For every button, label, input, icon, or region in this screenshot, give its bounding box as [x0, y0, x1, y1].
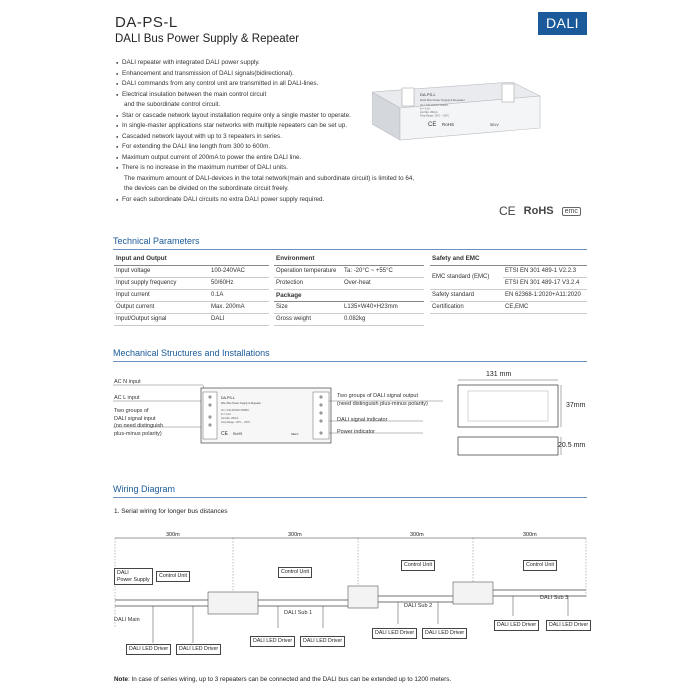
feature-item: ● There is no increase in the maximum number of DALI units. — [116, 163, 386, 174]
feature-item: ● For extending the DALI line length from 300 to 600m. — [116, 142, 386, 153]
mech-device-desc: DALI Bus Power Supply & Repeater — [221, 402, 262, 405]
label-line: DALI signal input — [114, 415, 156, 422]
feature-list — [116, 58, 415, 205]
dali-sub1-label: DALI Sub 1 — [284, 610, 313, 616]
param-label: Size — [274, 301, 342, 313]
label-dali-output — [337, 393, 428, 408]
label-signal-indicator: DALI signal indicator — [337, 417, 388, 423]
param-header: Safety and EMC — [430, 253, 587, 265]
feature-item: ● Maximum output current of 200mA to power the entire DALI line. — [116, 153, 386, 164]
param-header: Input and Output — [114, 253, 269, 265]
cert-logos — [499, 204, 581, 218]
param-label: Gross weight — [274, 313, 342, 325]
feature-item: ● In single-master applications star networks with multiple repeaters can be set up. — [116, 121, 386, 132]
param-label: EMC standard (EMC) — [430, 265, 503, 289]
param-table-safety — [430, 253, 587, 314]
feature-item: The maximum amount of DALI-devices in the total network(main and subordinate circuit) is limited to 64, — [124, 174, 415, 182]
param-label: Certification — [430, 301, 503, 313]
model-name: DA-PS-L — [115, 14, 178, 31]
label-power-indicator: Power indicator — [337, 429, 375, 435]
param-label: Safety standard — [430, 289, 503, 301]
distance-label: 300m — [523, 532, 537, 538]
label-line: (no need distinguish — [114, 423, 164, 429]
param-value: CE,EMC — [503, 301, 587, 313]
param-value: ETSI EN 301 489-1 V2.2.3 — [503, 265, 587, 277]
param-label: Output current — [114, 301, 209, 313]
device-photo-desc: DALI Bus Power Supply & Repeater — [420, 98, 465, 102]
feature-item: ● Electrical insulation between the main control circuit — [116, 90, 386, 101]
control-unit-box: Control Unit — [156, 571, 190, 582]
note-label: Note — [114, 676, 128, 683]
param-value: L135×W40×H23mm — [342, 301, 424, 313]
feature-item: ● Cascaded network layout with up to 3 repeaters in series. — [116, 132, 386, 143]
feature-item: ● For each subordinate DALI circuits no extra DALI power supply required. — [116, 195, 386, 206]
selv-mark: SELV — [490, 123, 499, 127]
label-line: plus-minus polarity) — [114, 430, 162, 437]
ce-mark-icon: CE — [221, 431, 228, 437]
led-driver-box: DALI LED Driver — [176, 644, 221, 655]
section-title-wiring: Wiring Diagram — [113, 484, 176, 494]
label-ac-l: AC L input — [114, 395, 140, 401]
param-table-env — [274, 253, 424, 326]
param-value: DALI — [209, 313, 269, 325]
distance-label: 300m — [288, 532, 302, 538]
param-label: Input voltage — [114, 265, 209, 277]
device-image — [372, 82, 542, 142]
param-header: Package — [274, 289, 424, 301]
section-title-mech: Mechanical Structures and Installations — [113, 348, 270, 358]
param-value: Max. 200mA — [209, 301, 269, 313]
wiring-note — [114, 676, 451, 683]
label-line: Two groups of DALI signal output — [337, 393, 419, 399]
param-value: 0.082kg — [342, 313, 424, 325]
divider — [113, 497, 587, 498]
wiring-subtitle: 1. Serial wiring for longer bus distances — [114, 508, 228, 515]
section-title-tech: Technical Parameters — [113, 236, 200, 246]
param-value: ETSI EN 301 489-17 V3.2.4 — [503, 277, 587, 289]
param-value: Over-heat — [342, 277, 424, 289]
label-line: (need distinguish plus-minus polarity) — [337, 400, 428, 407]
param-label: Input current — [114, 289, 209, 301]
device-photo-model: DA-PS-L — [420, 92, 436, 97]
device-photo-spec: Iout Max: 200mA — [420, 112, 438, 114]
dali-power-supply-box — [114, 568, 153, 585]
control-unit-box: Control Unit — [401, 560, 435, 571]
label-line: Two groups of — [114, 408, 149, 414]
control-unit-box: Control Unit — [523, 560, 557, 571]
dali-sub2-label: DALI Sub 2 — [404, 603, 433, 609]
dali-sub3-label: DALI Sub 3 — [540, 595, 569, 601]
param-label: Operation temperature — [274, 265, 342, 277]
rohs-mark: RoHS — [523, 205, 554, 217]
label-line: Power Supply — [117, 576, 150, 583]
device-photo-spec: Uin = 100-240VAC 50/60Hz — [420, 105, 449, 107]
feature-item: ● Enhancement and transmission of DALI signals(bidirectional). — [116, 69, 386, 80]
label-ac-n: AC N input — [114, 379, 141, 385]
led-driver-box: DALI LED Driver — [300, 636, 345, 647]
note-text: : In case of series wiring, up to 3 repeaters can be connected and the DALI bus can be extended up to 1200 meters. — [128, 676, 452, 683]
distance-label: 300m — [166, 532, 180, 538]
page-title: DALI Bus Power Supply & Repeater — [115, 33, 300, 45]
device-photo-spec: Iin = 0.1A — [420, 108, 430, 111]
led-driver-box: DALI LED Driver — [126, 644, 171, 655]
mech-device-spec: Iout Max: 200mA — [221, 418, 239, 420]
param-label: Protection — [274, 277, 342, 289]
led-driver-box: DALI LED Driver — [372, 628, 417, 639]
dim-length: 131 mm — [486, 371, 512, 378]
divider — [113, 249, 587, 250]
led-driver-box: DALI LED Driver — [546, 620, 591, 631]
label-line: DALI — [117, 570, 129, 576]
param-header: Environment — [274, 253, 424, 265]
distance-label: 300m — [410, 532, 424, 538]
ce-mark-icon: CE — [499, 204, 516, 218]
param-label: Input/Output signal — [114, 313, 209, 325]
feature-item: ● DALI commands from any control unit are transmitted in all DALI-lines. — [116, 79, 386, 90]
rohs-mark: RoHS — [233, 432, 243, 436]
led-driver-box: DALI LED Driver — [422, 628, 467, 639]
dali-main-label: DALI Main — [114, 617, 140, 623]
mech-device-spec: Iin = 0.1A — [221, 414, 231, 416]
param-value: 100-240VAC — [209, 265, 269, 277]
dim-height: 20.5 mm — [558, 442, 586, 449]
control-unit-box: Control Unit — [278, 567, 312, 578]
mech-device-spec: Uin = 100-240VAC 50/60Hz — [221, 410, 250, 412]
divider — [113, 361, 587, 362]
feature-item: ● Star or cascade network layout installation require only a single master to operate. — [116, 111, 386, 122]
emc-mark: emc — [562, 207, 581, 216]
label-dali-input — [114, 408, 163, 438]
feature-item: and the subordinate control circuit. — [124, 101, 221, 108]
selv-mark: SELV — [291, 432, 299, 436]
led-driver-box: DALI LED Driver — [250, 636, 295, 647]
dali-badge: DALI — [538, 12, 587, 35]
led-driver-box: DALI LED Driver — [494, 620, 539, 631]
dim-width: 37mm — [566, 402, 586, 409]
feature-item: ● DALI repeater with integrated DALI power supply. — [116, 58, 386, 69]
param-value: 50/60Hz — [209, 277, 269, 289]
ce-mark-icon: CE — [428, 122, 437, 128]
device-photo-spec: Temp Range: -20°C ~ +55°C — [420, 115, 450, 118]
mech-device-spec: Temp Range: -20°C ~ +55°C — [221, 422, 251, 424]
param-value: EN 62368-1:2020+A11:2020 — [503, 289, 587, 301]
feature-item: the devices can be divided on the subordinate circuit freely. — [124, 185, 289, 192]
rohs-mark: RoHS — [442, 122, 455, 127]
param-value: 0.1A — [209, 289, 269, 301]
param-label: Input supply frequency — [114, 277, 209, 289]
param-value: Ta: -20°C ~ +55°C — [342, 265, 424, 277]
wiring-diagram — [113, 528, 588, 663]
param-table-io — [114, 253, 269, 326]
mech-device-model: DA-PS-L — [221, 396, 235, 400]
